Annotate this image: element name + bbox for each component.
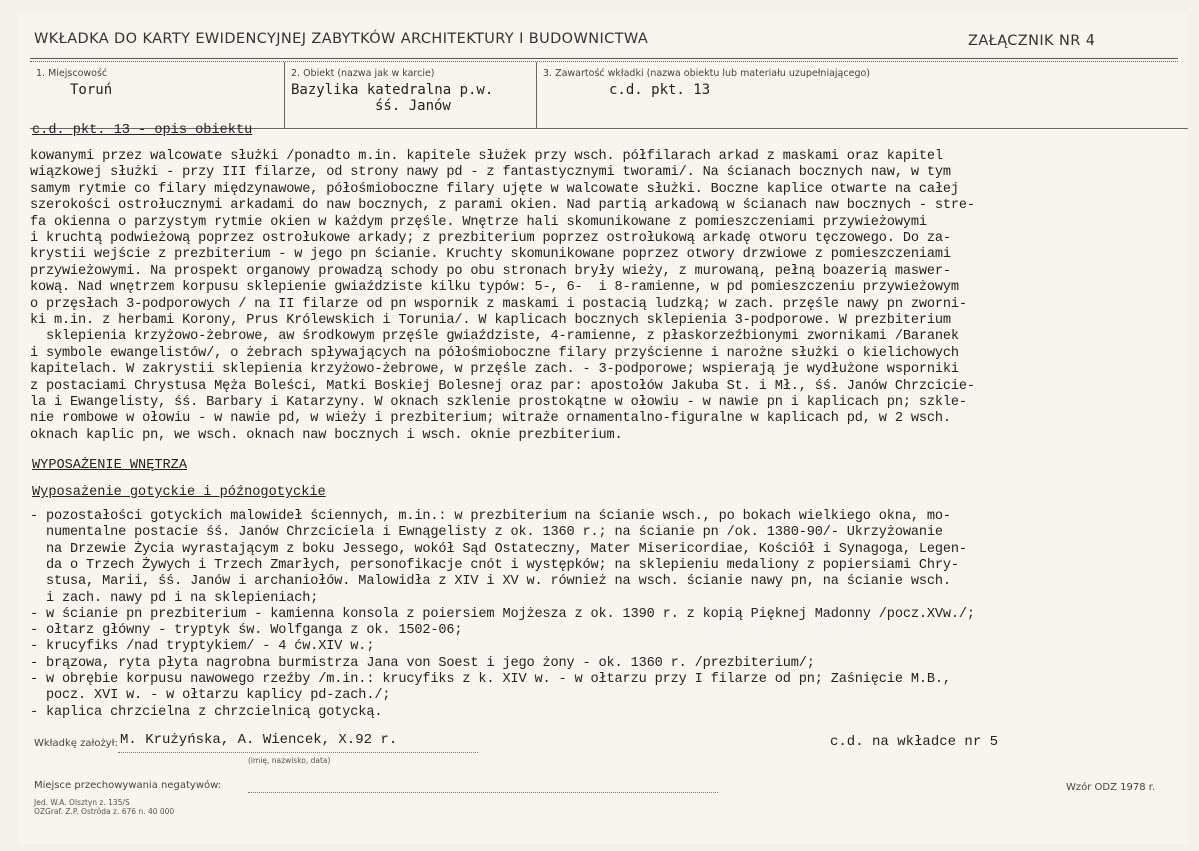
list-line: stusa, Marii, śś. Janów i archaniołów. Malowidła z XIV i XV w. również na wsch. ścianie nawy pn, na ścianie wsch. — [30, 574, 951, 590]
list-line: pocz. XVI w. - w ołtarzu kaplicy pd-zach./; — [30, 688, 391, 704]
body-line: nie rombowe w ołowiu - w nawie pd, w wieży i prezbiterium; witraże ornamentalno-figuralne w kaplicach pd, w 2 wsch. — [30, 411, 951, 427]
body-line: z postaciami Chrystusa Męża Boleści, Matki Boskiej Bolesnej oraz par: apostołów Jakuba St. i Mł., śś. Janów Chrzcicie- — [30, 378, 975, 394]
list-line: i zach. nawy pd i na sklepieniach; — [30, 590, 319, 606]
body-line: wiązkowej służki - przy III filarze, od strony nawy pd - z fantastycznymi tworami/. Na ścianach bocznych naw, w tym — [30, 165, 951, 181]
body-line: i kruchtą podwieżową poprzez ostrołukowe arkady; z prezbiterium poprzez ostrołukową arkadę otworu tęczowego. Do za- — [30, 231, 951, 246]
body-line: fa okienna o parzystym rytmie okien w każdym przęśle. Wnętrze hali skomunikowane z pomieszczeniami przywieżowymi — [30, 214, 927, 230]
body-line: la i Ewangelisty, śś. Barbary i Katarzyny. W oknach szklenie prostokątne w ołowiu - w nawie pn i kaplicach pn; szkle- — [30, 395, 967, 410]
list-line: da o Trzech Żywych i Trzech Zmarłych, personofikacje cnót i występków; na sklepieniu medaliony z popiersiami Chry- — [30, 557, 959, 573]
header-rule — [30, 58, 1178, 59]
negatives-label: Miejsce przechowywania negatywów: — [34, 780, 222, 791]
field-contents — [536, 62, 1187, 128]
section-furnishings: WYPOSAŻENIE WNĘTRZA — [32, 458, 187, 473]
section-gothic-furnishings: Wyposażenie gotyckie i późnogotyckie — [32, 485, 326, 500]
field-object-value-line1: Bazylika katedralna p.w. — [291, 82, 494, 98]
field-locality-value: Toruń — [70, 82, 113, 98]
continued-note: c.d. na wkładce nr 5 — [830, 734, 999, 750]
field-contents-label: 3. Zawartość wkładki (nazwa obiektu lub materiału uzupełniającego) — [543, 68, 870, 79]
list-line: - kaplica chrzcielna z chrzcielnicą gotycką. — [30, 704, 383, 720]
body-line: krystii wejście z prezbiterium - w jego pn ścianie. Kruchty skomunikowane poprzez otwory drzwiowe z pomieszczeniami — [30, 247, 951, 263]
compiled-by-dotline — [118, 752, 478, 753]
field-locality-label: 1. Miejscowość — [36, 68, 108, 79]
body-line: kapitelach. W zakrystii sklepienia krzyżowo-żebrowe, w przęśle zach. - 3-podporowe; wspierają je wydłużone wsporniki — [30, 362, 959, 378]
body-line: o przęsłach 3-podporowych / na II filarze od pn wspornik z maskami i postacią ludzką; w zach. przęśle nawy pn zworni- — [30, 296, 967, 312]
list-line: na Drzewie Życia wyrastającym z boku Jessego, wokół Sąd Ostateczny, Mater Misericordiae, Kościół i Synagoga, Legen- — [30, 541, 967, 557]
negatives-dotline — [248, 792, 718, 793]
print-info-line2: OZGraf. Z.P. Ostróda z. 676 n. 40 000 — [34, 807, 175, 816]
list-line: numentalne postacie śś. Janów Chrzciciela i Ewnągelisty z ok. 1360 r.; na ścianie pn /ok. 1380-90/- Ukrzyżowanie — [30, 525, 943, 541]
list-line: - pozostałości gotyckich malowideł ściennych, m.in.: w prezbiterium na ścianie wsch., po bokach wielkiego okna, mo- — [30, 509, 951, 524]
compiled-by-hint: (imię, nazwisko, data) — [248, 756, 331, 765]
body-line: sklepienia krzyżowo-żebrowe, aw środkowym przęśle gwiaździste, 4-ramienne, z płaskorzeźbionymi zwornikami /Baranek — [30, 329, 959, 345]
form-title: WKŁADKA DO KARTY EWIDENCYJNEJ ZABYTKÓW ARCHITEKTURY I BUDOWNICTWA — [34, 31, 649, 47]
field-locality — [30, 62, 278, 128]
body-line: i symbole ewangelistów/, o żebrach spływających na półośmioboczne filary przyścienne i narożne służki o kielichowych — [30, 345, 959, 361]
compiled-by-label: Wkładkę założył: — [34, 738, 118, 749]
body-line: szerokości ostrołucznymi arkadami do naw bocznych, z parami okien. Nad partią arkadową w ścianach naw bocznych - stre- — [30, 198, 975, 214]
list-line: - w ścianie pn prezbiterium - kamienna konsola z poiersiem Mojżesza z ok. 1390 r. z kopią Pięknej Madonny /pocz.XVw./; — [30, 606, 975, 622]
document-card — [18, 14, 1188, 844]
compiled-by-value: M. Krużyńska, A. Wiencek, X.92 r. — [120, 732, 398, 748]
body-line: samym rytmie co filary międzynawowe, półośmioboczne filary ujęte w walcowate służki. Boczne kaplice otwarte na całej — [30, 181, 959, 197]
body-heading: c.d. pkt. 13 - opis obiektu — [32, 123, 253, 138]
annex-label-text: ZAŁĄCZNIK NR — [968, 33, 1081, 49]
body-line: kową. Nad wnętrzem korpusu sklepienie gwiaździste kilku typów: 5-, 6- i 8-ramienne, w pd pomieszczeniu przywieżowym — [30, 280, 959, 296]
body-line: ki m.in. z herbami Korony, Prus Królewskich i Torunia/. W kaplicach bocznych sklepienia 3-podporowe. W prezbiterium — [30, 313, 951, 328]
field-contents-value: c.d. pkt. 13 — [609, 82, 711, 98]
list-line: - krucyfiks /nad tryptykiem/ - 4 ćw.XIV w.; — [30, 639, 375, 655]
field-object — [284, 62, 535, 128]
body-line: oknach kaplic pn, we wsch. oknach naw bocznych i wsch. oknie prezbiterium. — [30, 427, 623, 443]
form-model: Wzór ODZ 1978 r. — [1066, 782, 1156, 793]
annex-label — [968, 31, 1095, 49]
form-fields — [30, 62, 1188, 129]
print-info-line1: Jed. W.A. Olsztyn z. 135/S — [34, 798, 130, 807]
list-line: - brązowa, ryta płyta nagrobna burmistrza Jana von Soest i jego żony - ok. 1360 r. /prezbiterium/; — [30, 655, 815, 671]
body-line: przywieżowymi. Na prospekt organowy prowadzą schody po obu stronach bryły wieży, z murowaną, pełną boazerią maswer- — [30, 263, 951, 279]
field-object-label: 2. Obiekt (nazwa jak w karcie) — [291, 68, 435, 79]
list-line: - ołtarz główny - tryptyk św. Wolfganga z ok. 1502-06; — [30, 623, 463, 639]
list-line: - w obrębie korpusu nawowego rzeźby /m.in.: krucyfiks z k. XIV w. - w ołtarzu przy I filarze od pn; Zaśnięcie M.B., — [30, 672, 951, 687]
annex-number: 4 — [1085, 31, 1096, 49]
field-object-value-line2: śś. Janów — [375, 98, 451, 114]
body-line: kowanymi przez walcowate służki /ponadto m.in. kapitele służek przy wsch. półfilarach arkad z maskami oraz kapitel — [30, 149, 943, 164]
